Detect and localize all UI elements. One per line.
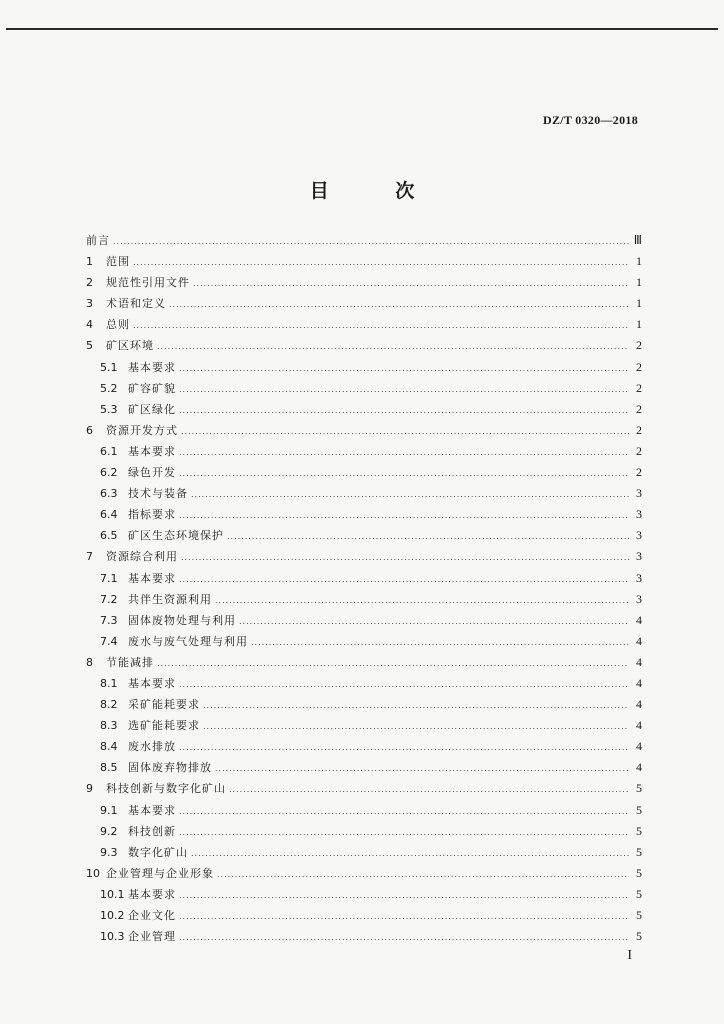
toc-entry[interactable] — [86, 844, 642, 865]
toc-entry-label: 共伴生资源利用 — [128, 592, 212, 606]
toc-entry[interactable] — [86, 654, 642, 675]
toc-entry-label: 采矿能耗要求 — [128, 698, 200, 712]
toc-entry[interactable] — [86, 675, 642, 696]
toc-entry-page: 2 — [636, 359, 642, 374]
toc-leader-dots — [179, 511, 629, 520]
toc-entry[interactable] — [86, 274, 642, 295]
toc-entry-label: 资源综合利用 — [106, 550, 178, 564]
toc-entry-label: 废水排放 — [128, 740, 176, 754]
toc-entry-label: 规范性引用文件 — [106, 276, 190, 290]
toc-leader-dots — [157, 342, 629, 351]
toc-entry[interactable] — [86, 380, 642, 401]
toc-leader-dots — [179, 469, 629, 478]
toc-entry-number: 9.2 — [100, 824, 118, 838]
toc-entry-label: 术语和定义 — [106, 297, 166, 311]
toc-leader-dots — [181, 427, 629, 436]
toc-entry-page: 5 — [636, 865, 642, 880]
toc-entry-page: 2 — [636, 422, 642, 437]
toc-entry-label: 矿区生态环境保护 — [128, 529, 224, 543]
toc-entry[interactable] — [86, 633, 642, 654]
toc-entry-page: 2 — [636, 338, 642, 353]
toc-entry-page: 4 — [636, 760, 642, 775]
toc-entry[interactable] — [86, 612, 642, 633]
toc-entry-number: 9 — [86, 782, 93, 796]
toc-entry-label: 企业文化 — [128, 909, 176, 922]
toc-entry-label: 科技创新 — [128, 824, 176, 838]
toc-leader-dots — [179, 575, 629, 584]
toc-entry[interactable] — [86, 506, 642, 527]
toc-entry[interactable] — [86, 907, 642, 928]
toc-entry-number: 7 — [86, 550, 93, 564]
toc-entry-number: 7.3 — [100, 613, 118, 627]
toc-entry-number: 4 — [86, 318, 93, 332]
toc-entry-label: 废水与废气处理与利用 — [128, 634, 248, 648]
toc-leader-dots — [179, 933, 629, 942]
toc-entry-label: 总则 — [106, 318, 130, 332]
toc-leader-dots — [179, 912, 629, 921]
toc-entry-number: 7.2 — [100, 592, 118, 606]
toc-entry-page: 5 — [636, 844, 642, 859]
toc-leader-dots — [203, 701, 629, 710]
toc-entry[interactable] — [86, 823, 642, 844]
toc-entry[interactable] — [86, 570, 642, 591]
toc-entry-label: 矿区环境 — [106, 339, 154, 353]
toc-entry-number: 6 — [86, 423, 93, 437]
toc-entry[interactable] — [86, 253, 642, 274]
toc-entry-label: 固体废弃物排放 — [128, 761, 212, 775]
toc-entry[interactable] — [86, 401, 642, 422]
toc-leader-dots — [157, 659, 629, 668]
toc-entry-page: 4 — [636, 718, 642, 733]
toc-entry-label: 科技创新与数字化矿山 — [106, 782, 226, 796]
toc-entry-label: 基本要求 — [128, 887, 176, 901]
toc-entry-number: 5.1 — [100, 360, 118, 374]
toc-entry-number: 6.3 — [100, 487, 118, 501]
toc-entry-page: 3 — [636, 591, 642, 606]
toc-entry-label: 资源开发方式 — [106, 423, 178, 437]
toc-entry-number: 8.4 — [100, 740, 118, 754]
toc-entry-number: 5.3 — [100, 402, 118, 416]
toc-entry-number: 8.1 — [100, 676, 118, 690]
toc-entry[interactable] — [86, 337, 642, 358]
toc-entry-page: 4 — [636, 675, 642, 690]
toc-entry-page: 2 — [636, 401, 642, 416]
toc-entry-page: 5 — [636, 823, 642, 838]
toc-entry-number: 6.2 — [100, 466, 118, 480]
toc-entry-label: 矿容矿貌 — [128, 381, 176, 395]
toc-leader-dots — [239, 617, 629, 626]
toc-entry[interactable] — [86, 485, 642, 506]
toc-leader-dots — [179, 385, 629, 394]
toc-entry-label: 矿区绿化 — [128, 402, 176, 416]
toc-entry-number: 9.3 — [100, 845, 118, 859]
toc-entry[interactable] — [86, 443, 642, 464]
toc-entry[interactable] — [86, 759, 642, 780]
toc-leader-dots — [181, 553, 629, 562]
toc-entry-page: 2 — [636, 380, 642, 395]
toc-entry-label: 节能减排 — [106, 655, 154, 669]
toc-entry-number: 6.5 — [100, 529, 118, 543]
toc-entry[interactable] — [86, 232, 642, 253]
toc-entry-page: 1 — [636, 317, 642, 332]
toc-entry[interactable] — [86, 527, 642, 548]
toc-entry-number: 7.4 — [100, 634, 118, 648]
toc-entry-number: 10 — [86, 866, 100, 880]
page-title: 目 次 — [309, 180, 445, 202]
toc-entry-page: 4 — [636, 633, 642, 648]
toc-entry-page: 2 — [636, 443, 642, 458]
toc-entry-number: 9.1 — [100, 803, 118, 817]
toc-leader-dots — [193, 279, 629, 288]
toc-leader-dots — [227, 532, 629, 541]
toc-entry-page: 4 — [636, 612, 642, 627]
toc-leader-dots — [203, 722, 629, 731]
toc-entry-page: 1 — [636, 296, 642, 311]
toc-entry-label: 范围 — [106, 255, 130, 269]
toc-entry-page: 2 — [636, 465, 642, 480]
toc-entry-page: 5 — [636, 886, 642, 901]
toc-entry-label: 基本要求 — [128, 803, 176, 817]
toc-entry-label: 基本要求 — [128, 444, 176, 458]
toc-leader-dots — [251, 638, 629, 647]
toc-leader-dots — [229, 785, 629, 794]
toc-entry[interactable] — [86, 865, 642, 886]
toc-entry-number: 2 — [86, 276, 93, 290]
toc-entry-page: 4 — [636, 697, 642, 712]
toc-entry[interactable] — [86, 802, 642, 823]
toc-entry-page: 3 — [636, 570, 642, 585]
toc-entry-label: 选矿能耗要求 — [128, 719, 200, 733]
toc-entry-page: Ⅲ — [633, 233, 642, 247]
toc-leader-dots — [179, 406, 629, 415]
toc-leader-dots — [133, 258, 629, 267]
toc-entry-page: 1 — [636, 275, 642, 290]
toc-entry-label: 基本要求 — [128, 571, 176, 585]
toc-entry-label: 基本要求 — [128, 676, 176, 690]
toc-entry-page: 5 — [636, 908, 642, 922]
toc-leader-dots — [179, 891, 629, 900]
toc-entry[interactable] — [86, 780, 642, 801]
toc-leader-dots — [191, 490, 629, 499]
toc-leader-dots — [179, 448, 629, 457]
toc-entry-label: 企业管理 — [128, 930, 176, 944]
toc-leader-dots — [179, 828, 629, 837]
toc-entry-page: 4 — [636, 739, 642, 754]
page-number: I — [627, 948, 632, 963]
toc-entry[interactable] — [86, 295, 642, 316]
toc-entry-label: 前言 — [86, 234, 110, 247]
toc-entry-number: 5 — [86, 339, 93, 353]
toc-entry[interactable] — [86, 696, 642, 717]
toc-entry-page: 3 — [636, 486, 642, 501]
toc-leader-dots — [179, 743, 629, 752]
toc-entry-label: 数字化矿山 — [128, 845, 188, 859]
toc-leader-dots — [215, 764, 629, 773]
toc-leader-dots — [217, 870, 629, 879]
toc-entry-number: 5.2 — [100, 381, 118, 395]
toc-entry-label: 指标要求 — [128, 508, 176, 522]
toc-entry[interactable] — [86, 886, 642, 907]
toc-entry-number: 6.1 — [100, 444, 118, 458]
toc-entry-page: 5 — [636, 781, 642, 796]
toc-entry-page: 5 — [636, 802, 642, 817]
toc-entry-page: 3 — [636, 528, 642, 543]
standard-code: DZ/T 0320—2018 — [543, 113, 638, 127]
toc-entry-page: 3 — [636, 549, 642, 564]
toc-entry[interactable] — [86, 717, 642, 738]
toc-entry-label: 基本要求 — [128, 360, 176, 374]
toc-entry-number: 8.2 — [100, 698, 118, 712]
top-rule — [6, 28, 718, 30]
toc-leader-dots — [113, 237, 629, 246]
toc-entry-number: 10.3 — [100, 930, 125, 944]
toc-entry-number: 7.1 — [100, 571, 118, 585]
toc-leader-dots — [133, 321, 629, 330]
toc-leader-dots — [191, 849, 629, 858]
toc-entry[interactable] — [86, 738, 642, 759]
toc-entry-page: 3 — [636, 507, 642, 522]
toc-entry-number: 8.5 — [100, 761, 118, 775]
toc-leader-dots — [215, 596, 629, 605]
toc-entry[interactable] — [86, 359, 642, 380]
toc-entry-page: 5 — [636, 929, 642, 944]
toc-leader-dots — [179, 680, 629, 689]
toc-leader-dots — [169, 300, 629, 309]
toc-entry-number: 10.2 — [100, 909, 125, 922]
toc-entry-label: 固体废物处理与利用 — [128, 613, 236, 627]
toc-entry[interactable] — [86, 464, 642, 485]
toc-entry-label: 技术与装备 — [128, 487, 188, 501]
toc-entry[interactable] — [86, 316, 642, 337]
toc-entry[interactable] — [86, 591, 642, 612]
toc-entry[interactable] — [86, 928, 642, 949]
toc-entry-number: 3 — [86, 297, 93, 311]
toc-entry-number: 10.1 — [100, 887, 125, 901]
toc-entry[interactable] — [86, 422, 642, 443]
toc-entry-label: 绿色开发 — [128, 466, 176, 480]
table-of-contents — [86, 232, 642, 949]
toc-leader-dots — [179, 807, 629, 816]
toc-entry-number: 8 — [86, 655, 93, 669]
toc-entry-page: 4 — [636, 654, 642, 669]
toc-entry-number: 1 — [86, 255, 93, 269]
toc-entry-number: 6.4 — [100, 508, 118, 522]
toc-entry-number: 8.3 — [100, 719, 118, 733]
toc-entry[interactable] — [86, 548, 642, 569]
toc-leader-dots — [179, 364, 629, 373]
toc-entry-page: 1 — [636, 254, 642, 269]
toc-entry-label: 企业管理与企业形象 — [106, 866, 214, 880]
